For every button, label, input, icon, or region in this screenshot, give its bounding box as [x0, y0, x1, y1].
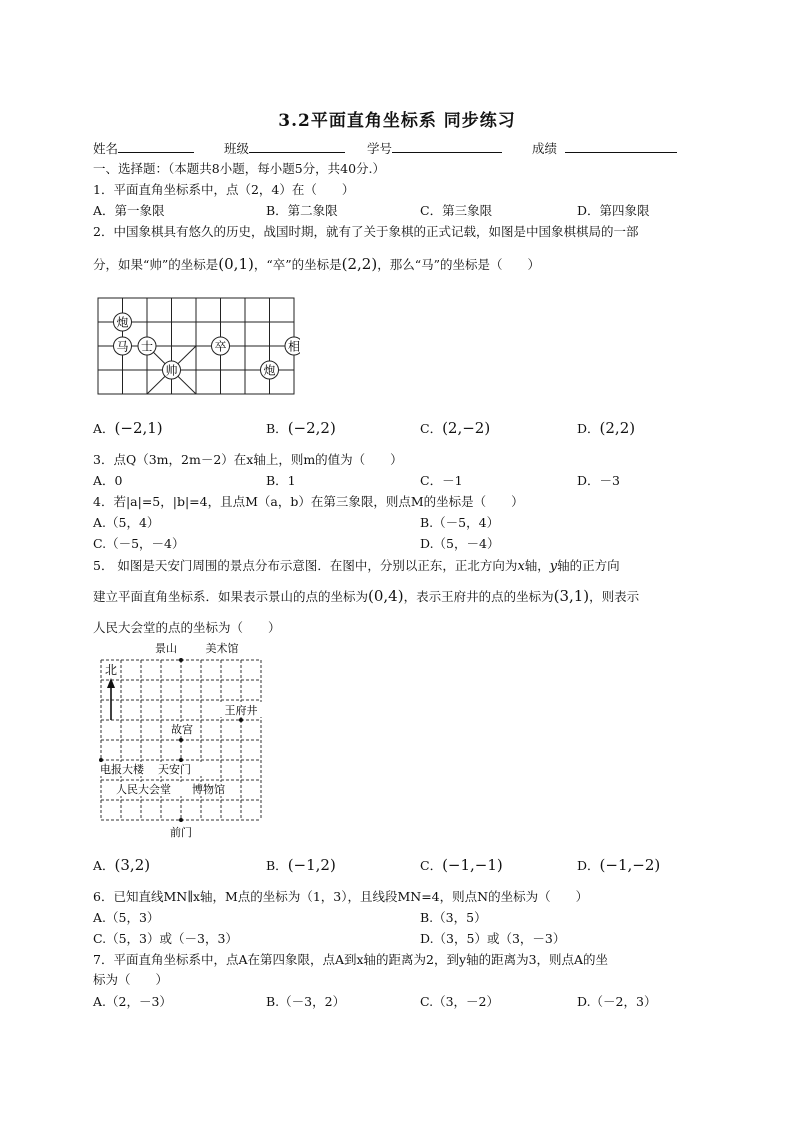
q5-option-a-label: A．: [93, 858, 115, 873]
label-bowuguan: 博物馆: [192, 783, 225, 796]
label-qianmen: 前门: [170, 826, 192, 839]
label-tiananmen: 天安门: [158, 763, 191, 776]
q3-option-b[interactable]: B．1: [266, 473, 296, 488]
label-renmin: 人民大会堂: [116, 783, 171, 796]
north-arrow-icon: [107, 678, 115, 720]
point-jingshan: [179, 658, 183, 662]
q2-line1: 2．中国象棋具有悠久的历史，战国时期，就有了关于象棋的正式记载，如图是中国象棋棋局的一部: [93, 224, 639, 239]
q5-line3: 人民大会堂的点的坐标为（ ）: [93, 620, 281, 635]
q4-option-b[interactable]: B.（－5，4）: [420, 515, 500, 530]
svg-text:卒: 卒: [214, 339, 227, 354]
number-label: 学号: [366, 141, 392, 156]
q7-line1: 7．平面直角坐标系中，点A在第四象限，点A到x轴的距离为2，到y轴的距离为3，则点A的坐: [93, 952, 609, 967]
q1-option-c[interactable]: C．第三象限: [420, 203, 493, 218]
q2-option-a-label: A．: [93, 421, 115, 436]
piece-pao-1: [114, 313, 132, 331]
q2-option-c[interactable]: [420, 420, 490, 437]
q4-option-d[interactable]: D.（5，－4）: [420, 536, 500, 551]
q2-coord-zu: (2,2): [341, 255, 378, 273]
q2-option-c-value: (2,−2): [442, 419, 491, 437]
score-label: 成绩: [531, 141, 557, 156]
q5-option-c[interactable]: [420, 857, 503, 874]
point-qianmen: [179, 818, 183, 822]
label-gugong: 故宫: [171, 723, 193, 736]
q5-text-2b: ，表示王府井的点的坐标为: [403, 589, 554, 604]
q5-option-b-value: (−1,2): [287, 856, 336, 874]
q5-option-d-value: (−1,−2): [599, 856, 661, 874]
q2-option-b-label: B．: [266, 421, 288, 436]
q4-stem: 4．若|a|=5，|b|=4，且点M（a，b）在第三象限，则点M的坐标是（ ）: [93, 494, 524, 509]
q5-coord-jingshan: (0,4): [368, 587, 404, 605]
q6-option-b[interactable]: B.（3，5）: [420, 910, 487, 925]
q5-option-b[interactable]: [266, 857, 336, 874]
q6-option-c[interactable]: C.（5，3）或（－3，3）: [93, 931, 238, 946]
q3-option-d[interactable]: D．－3: [577, 473, 620, 488]
north-label: 北: [104, 663, 118, 677]
point-dianbao: [99, 758, 103, 762]
class-label: 班级: [223, 141, 249, 156]
label-meishuguan: 美术馆: [205, 642, 239, 655]
q1-option-d[interactable]: D．第四象限: [577, 203, 650, 218]
q2-option-d[interactable]: [577, 420, 635, 437]
q5-coord-wangfujing: (3,1): [553, 587, 590, 605]
q5-text-1c: 轴的正方向: [557, 558, 620, 573]
q5-text-2a: 建立平面直角坐标系．如果表示景山的点的坐标为: [93, 589, 369, 604]
section-heading: 一、选择题：（本题共8小题，每小题5分，共40分.）: [93, 161, 386, 176]
svg-text:马: 马: [116, 339, 129, 354]
q5-line2: [93, 586, 639, 607]
point-gugong: [179, 738, 183, 742]
q1-option-b[interactable]: B．第二象限: [266, 203, 338, 218]
point-wangfujing: [239, 718, 243, 722]
q1-stem: 1．平面直角坐标系中，点（2，4）在（ ）: [93, 182, 355, 197]
q7-option-a[interactable]: A.（2，－3）: [93, 994, 172, 1009]
q3-stem: 3．点Q（3m，2m－2）在x轴上，则m的值为（ ）: [93, 452, 403, 467]
name-label: 姓名: [93, 141, 119, 156]
q5-line1: [93, 556, 620, 577]
q2-option-c-label: C．: [420, 421, 443, 436]
piece-zu: [212, 337, 230, 355]
svg-text:士: 士: [140, 339, 154, 354]
q6-option-d[interactable]: D.（3，5）或（3，－3）: [420, 931, 566, 946]
label-jingshan: 景山: [155, 642, 177, 655]
q5-text-1a: 5． 如图是天安门周围的景点分布示意图．在图中，分别以正东，正北方向为: [93, 558, 518, 573]
piece-xiang: [285, 337, 300, 355]
point-tiananmen: [179, 758, 183, 762]
q5-option-d-label: D．: [577, 858, 600, 873]
q7-line2: 标为（ ）: [93, 972, 169, 987]
svg-text:炮: 炮: [116, 315, 129, 330]
q3-option-a[interactable]: A．0: [93, 473, 123, 488]
q5-option-b-label: B．: [266, 858, 288, 873]
q7-option-b[interactable]: B.（－3，2）: [266, 994, 346, 1009]
q1-option-a[interactable]: A．第一象限: [93, 203, 165, 218]
page-title: 3.2平面直角坐标系 同步练习: [278, 111, 516, 131]
q2-option-d-value: (2,2): [599, 419, 636, 437]
score-blank[interactable]: [565, 140, 677, 153]
svg-text:相: 相: [287, 339, 300, 354]
class-blank[interactable]: [249, 140, 345, 153]
q5-x-var: x: [517, 559, 525, 574]
piece-shuai: [163, 361, 181, 379]
q7-option-c[interactable]: C.（3，－2）: [420, 994, 499, 1009]
q2-text-part3: ，那么“马”的坐标是（ ）: [377, 257, 540, 272]
q5-option-a[interactable]: [93, 857, 150, 874]
q5-text-1b: 轴，: [524, 558, 550, 573]
student-info-line: [93, 140, 677, 157]
label-wangfujing: 王府井: [224, 704, 258, 717]
piece-pao-2: [261, 361, 279, 379]
q6-option-a[interactable]: A.（5，3）: [93, 910, 160, 925]
name-blank[interactable]: [118, 140, 194, 153]
q2-option-d-label: D．: [577, 421, 600, 436]
q5-text-2c: ，则表示: [589, 589, 640, 604]
q2-option-a-value: (−2,1): [114, 419, 163, 437]
q4-option-c[interactable]: C.（－5，－4）: [93, 536, 185, 551]
q5-y-var: y: [549, 559, 558, 574]
q2-line2: [93, 254, 540, 275]
svg-text:帅: 帅: [165, 363, 178, 378]
tiananmen-map-figure: [96, 640, 266, 840]
q6-stem: 6．已知直线MN∥x轴，M点的坐标为（1，3），且线段MN=4，则点N的坐标为（ ）: [93, 889, 589, 904]
q4-option-a[interactable]: A.（5，4）: [93, 515, 160, 530]
q5-option-c-label: C．: [420, 858, 443, 873]
q5-option-c-value: (−1,−1): [442, 856, 503, 874]
piece-ma: [114, 337, 132, 355]
q2-coord-shuai: (0,1): [218, 255, 254, 273]
q3-option-c[interactable]: C．－1: [420, 473, 463, 488]
chess-board-figure: [96, 296, 300, 396]
q2-option-a[interactable]: [93, 420, 163, 437]
piece-shi: [138, 337, 156, 355]
q7-option-d[interactable]: D.（－2，3）: [577, 994, 657, 1009]
number-blank[interactable]: [392, 140, 502, 153]
label-dianbao: 电报大楼: [100, 763, 144, 776]
svg-text:炮: 炮: [263, 363, 276, 378]
q2-option-b-value: (−2,2): [287, 419, 336, 437]
q2-text-part1: 分，如果“帅”的坐标是: [93, 257, 219, 272]
q2-text-part2: ，“卒”的坐标是: [253, 257, 342, 272]
q5-option-d[interactable]: [577, 857, 660, 874]
q5-option-a-value: (3,2): [114, 856, 151, 874]
q2-option-b[interactable]: [266, 420, 336, 437]
